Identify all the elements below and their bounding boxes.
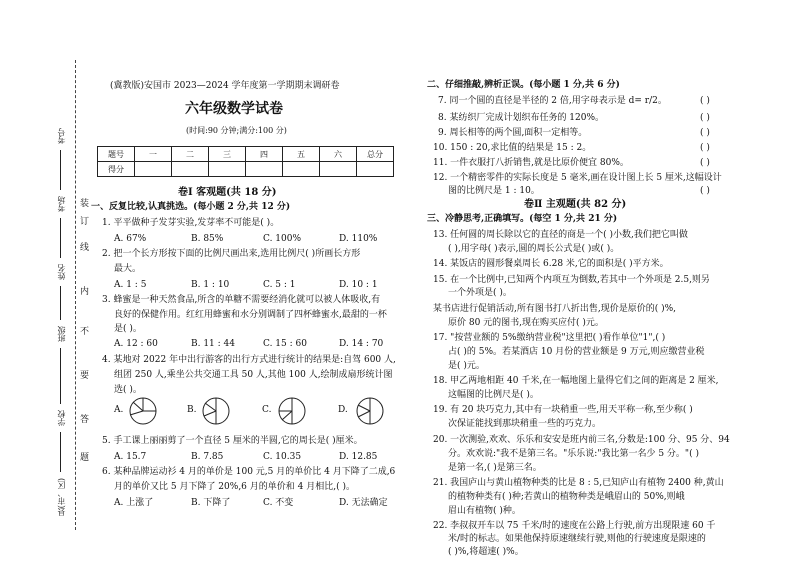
score-header-cell: 六 [320,147,357,162]
exam-subtitle: (冀教版)安国市 2023—2024 学年度第一学期期末调研卷 [110,81,340,91]
option: D. 110% [339,234,378,244]
question-9: 9. 周长相等的两个圆,面积一定相等。 [438,128,588,138]
question-17-cont: 是( )元。 [448,361,485,371]
question-20-cont: 是第一名,( )是第三名。 [448,463,542,473]
answer-paren: ( ) [700,128,710,138]
score-cell[interactable] [283,162,320,177]
question-4: 4. 某地对 2022 年中出行游客的出行方式进行统计的结果是:自驾 600 人, [102,355,396,365]
score-header-cell: 三 [209,147,246,162]
margin-line [60,348,61,404]
question-20-cont: 分。欢欢说:"我不是第三名。"乐乐说:"我比第一名少 5 分。"( ) [448,449,699,459]
margin-label-xingming: 姓名 [57,264,66,280]
question-3-cont: 良好的保健作用。红红用蜂蜜和水分别调制了四杯蜂蜜水,最甜的一杯 [114,310,387,320]
score-cell[interactable] [135,162,172,177]
score-cell[interactable] [209,162,246,177]
margin-label-kaochang: 考场 [57,196,66,212]
score-cell[interactable] [246,162,283,177]
margin-label-xuexiao: 学校 [57,410,66,426]
margin-char: 答 [80,415,90,425]
option: B. 1 : 10 [191,280,230,290]
pie-option-c [272,396,312,426]
margin-char: 订 [80,217,90,227]
score-header-cell: 五 [283,147,320,162]
option: A. 12 : 60 [114,339,158,349]
question-4-cont: 选( )。 [114,385,142,395]
option: C. [262,405,272,415]
exam-title: 六年级数学试卷 [185,101,283,117]
question-10: 10. 150 : 20,求比值的结果是 15 : 2。 [433,143,592,153]
option: C. 100% [263,234,302,244]
option: C. 10.35 [263,452,302,462]
margin-char: 装 [80,199,90,209]
pie-option-a [123,396,163,426]
question-18-cont: 这幅图的比例尺是( )。 [448,390,539,400]
option: D. 无法确定 [339,498,388,508]
question-1: 1. 平平做种子发芽实验,发芽率不可能是( )。 [102,218,280,228]
score-header-cell: 一 [135,147,172,162]
question-12-cont: 图的比例尺是 1 : 10。 [448,186,540,196]
question-13: 13. 任何圆的周长除以它的直径的商是一个( )小数,我们把它叫做 [433,230,688,240]
option: A. 上涨了 [114,498,154,508]
question-19-cont: 次保证能找到那块稍重一些的巧克力。 [448,419,602,429]
question-19: 19. 有 20 块巧克力,其中有一块稍重一些,用天平称一称,至少称( ) [433,405,693,415]
question-18: 18. 甲乙两地相距 40 千米,在一幅地图上量得它们之间的距离是 2 厘米, [433,376,719,386]
question-5: 5. 手工课上丽丽剪了一个直径 5 厘米的半圆,它的周长是( )厘米。 [102,436,363,446]
binding-margin [0,0,90,561]
question-16: 某书店进行促销活动,所有图书打八折出售,现价是原价的( )%, [433,304,677,314]
part2-title: 二、仔细推敲,辨析正误。(每小题 1 分,共 6 分) [427,80,620,90]
question-22-cont: 米/时的标志。如果他保持原速继续行驶,则他的行驶速度是限速的 [448,534,706,544]
option: B. [187,405,197,415]
option: B. 7.85 [191,452,224,462]
question-3-cont: 是( )。 [114,324,142,334]
question-8: 8. 某纺织厂完成计划织布任务的 120%。 [438,113,605,123]
answer-paren: ( ) [700,143,710,153]
question-16-cont: 原价 80 元的图书,现在购买应付( )元。 [448,318,604,328]
question-14: 14. 某饭店的圆形餐桌周长 6.28 米,它的面积是( )平方米。 [433,259,669,269]
margin-line [60,432,61,472]
margin-line [60,218,61,258]
exam-time-info: (时间:90 分钟;满分:100 分) [186,126,287,135]
option: A. [114,405,124,415]
question-7: 7. 同一个圆的直径是半径的 2 倍,用字母表示是 d= r/2。 [438,96,667,106]
margin-char: 线 [80,243,90,253]
binding-dashed-line [75,60,76,530]
question-22-cont: ( )%,将超速( )%。 [448,547,524,557]
question-17-cont: 占( )的 5%。若某酒店 10 月份的营业额是 9 万元,则应缴营业税 [448,347,705,357]
question-6: 6. 某种品牌运动衫 4 月的单价是 100 元,5 月的单价比 4 月下降了二成,6 [102,467,396,477]
margin-char: 题 [80,453,90,463]
answer-paren: ( ) [700,158,710,168]
score-cell[interactable] [357,162,394,177]
question-2-cont: 最大。 [114,264,142,274]
score-cell[interactable] [320,162,357,177]
score-header-cell: 总分 [357,147,394,162]
answer-paren: ( ) [700,96,710,106]
margin-line [60,286,61,320]
question-15-cont: 一个外项是( )。 [448,288,512,298]
section1-title: 卷Ⅰ 客观题(共 18 分) [178,187,277,198]
question-20: 20. 一次测验,欢欢、乐乐和安安是班内前三名,分数是:100 分、95 分、94 [433,435,730,445]
option: A. 1 : 5 [114,280,147,290]
margin-label-kaohao: 考号 [57,128,66,144]
score-header-cell: 四 [246,147,283,162]
section2-title: 卷Ⅱ 主观题(共 82 分) [524,199,627,210]
option: D. 10 : 1 [339,280,378,290]
score-table-score-row [98,162,394,177]
question-17: 17. "按营业额的 5%缴纳营业税"这里把( )看作单位"1",( ) [433,333,666,343]
option: C. 5 : 1 [263,280,296,290]
option: B. 下降了 [191,498,231,508]
option: C. 不变 [263,498,294,508]
question-13-cont: ( ),用字母( )表示,圆的周长公式是( )或( )。 [448,244,620,254]
score-row-label: 得分 [98,162,135,177]
score-header-cell: 二 [172,147,209,162]
score-table-header-row [98,147,394,162]
part1-title: 一、反复比较,认真挑选。(每小题 2 分,共 12 分) [91,202,291,212]
margin-char: 不 [80,327,90,337]
score-table [97,146,394,177]
option: A. 67% [114,234,147,244]
answer-paren: ( ) [700,186,710,196]
option: D. 12.85 [339,452,378,462]
margin-char: 内 [80,287,90,297]
question-12: 12. 一个精密零件的实际长度是 5 毫米,画在设计图上长 5 厘米,这幅设计 [433,173,722,183]
answer-paren: ( ) [700,113,710,123]
option: C. 15 : 60 [263,339,307,349]
question-3: 3. 蜂蜜是一种天然食品,所含的单糖不需要经消化就可以被人体吸收,有 [102,295,381,305]
question-21-cont: 眉山有植物( )种。 [448,506,521,516]
question-21: 21. 我国庐山与黄山植物种类的比是 8 : 5,已知庐山有植物 2400 种,黄山 [433,478,724,488]
score-header-cell: 题号 [98,147,135,162]
option: D. [338,405,348,415]
margin-char: 要 [80,371,90,381]
question-22: 22. 李叔叔开车以 75 千米/时的速度在公路上行驶,前方出现限速 60 千 [433,521,716,531]
margin-label-xian: 县(市、区) [57,478,66,517]
question-2: 2. 把一个长方形按下面的比例尺画出来,选用比例尺( )所画长方形 [102,249,361,259]
question-21-cont: 的植物种类有( )种;若黄山的植物种类是峨眉山的 50%,则峨 [448,492,685,502]
question-11: 11. 一件衣服打八折销售,就是比原价便宜 80%。 [433,158,629,168]
option: B. 11 : 44 [191,339,235,349]
margin-line [60,150,61,190]
margin-label-banji: 班级 [57,326,66,342]
question-15: 15. 在一个比例中,已知两个内项互为倒数,若其中一个外项是 2.5,则另 [433,275,710,285]
option: A. 15.7 [114,452,147,462]
pie-option-d [350,396,390,426]
question-6-cont: 月的单价又比 5 月下降了 20%,6 月的单价和 4 月相比,( )。 [114,482,355,492]
part3-title: 三、冷静思考,正确填写。(每空 1 分,共 21 分) [427,214,618,224]
score-cell[interactable] [172,162,209,177]
option: D. 14 : 70 [339,339,384,349]
question-4-cont: 组团 250 人,乘坐公共交通工具 50 人,其他 100 人,绘制成扇形统计图 [114,370,393,380]
option: B. 85% [191,234,224,244]
pie-option-b [196,396,236,426]
